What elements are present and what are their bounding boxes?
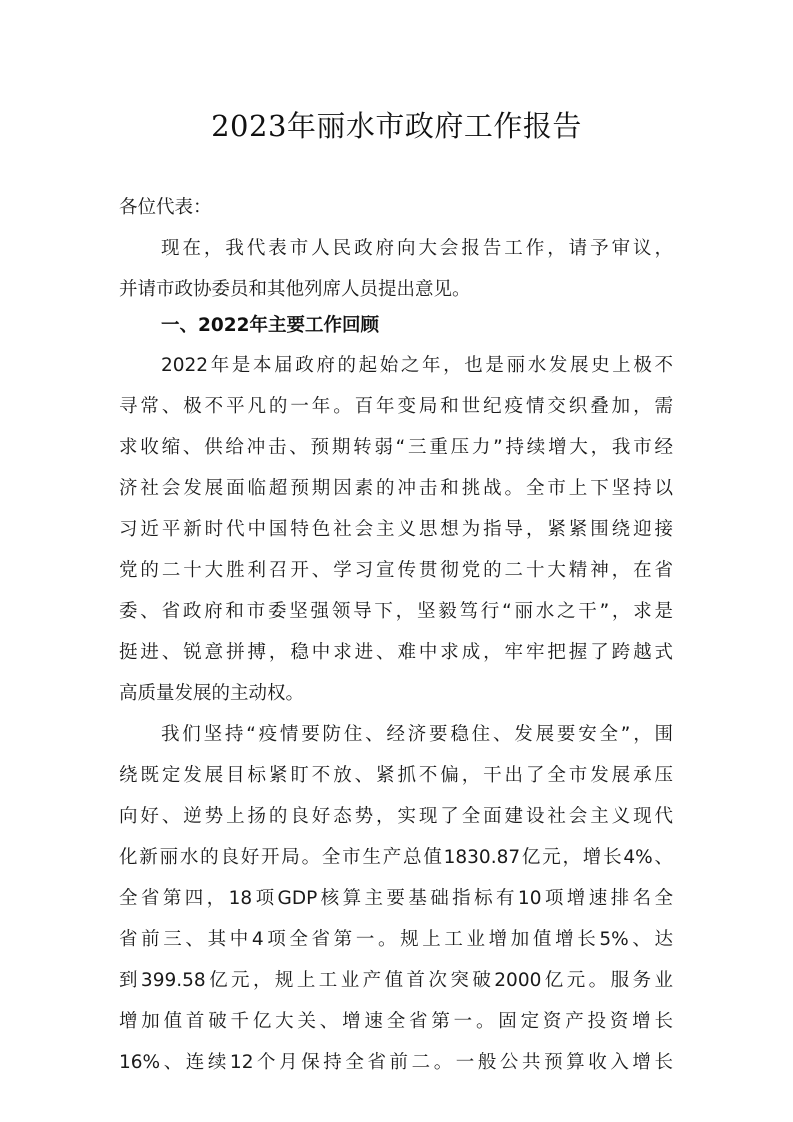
paragraph-line: 省前三、其中4项全省第一。规上工业增加值增长5%、达 bbox=[119, 929, 673, 950]
paragraph-line: 高质量发展的主动权。 bbox=[119, 683, 305, 704]
paragraph-line: 16%、连续12个月保持全省前二。一般公共预算收入增长 bbox=[119, 1052, 673, 1073]
paragraph-line: 绕既定发展目标紧盯不放、紧抓不偏，干出了全市发展承压 bbox=[119, 765, 673, 786]
paragraph-line: 寻常、极不平凡的一年。百年变局和世纪疫情交织叠加，需 bbox=[119, 396, 673, 417]
paragraph-line: 增加值首破千亿大关、增速全省第一。固定资产投资增长 bbox=[119, 1011, 673, 1032]
intro-line: 并请市政协委员和其他列席人员提出意见。 bbox=[119, 279, 471, 300]
paragraph-line: 党的二十大胜利召开、学习宣传贯彻党的二十大精神，在省 bbox=[119, 560, 673, 581]
paragraph-line: 2022年是本届政府的起始之年，也是丽水发展史上极不 bbox=[161, 355, 673, 376]
salutation: 各位代表： bbox=[119, 197, 212, 218]
section-heading: 一、2022年主要工作回顾 bbox=[161, 315, 379, 336]
paragraph-line: 济社会发展面临超预期因素的冲击和挑战。全市上下坚持以 bbox=[119, 478, 673, 499]
intro-line: 现在，我代表市人民政府向大会报告工作，请予审议， bbox=[161, 238, 673, 259]
paragraph-line: 全省第四，18项GDP核算主要基础指标有10项增速排名全 bbox=[119, 888, 673, 909]
paragraph-line: 习近平新时代中国特色社会主义思想为指导，紧紧围绕迎接 bbox=[119, 519, 673, 540]
paragraph-line: 到399.58亿元，规上工业产值首次突破2000亿元。服务业 bbox=[119, 970, 673, 991]
paragraph-line: 挺进、锐意拼搏，稳中求进、难中求成，牢牢把握了跨越式 bbox=[119, 642, 673, 663]
paragraph-line: 求收缩、供给冲击、预期转弱“三重压力”持续增大，我市经 bbox=[119, 437, 673, 458]
paragraph-line: 我们坚持“疫情要防住、经济要稳住、发展要安全”，围 bbox=[161, 724, 673, 745]
document-title: 2023年丽水市政府工作报告 bbox=[211, 109, 582, 143]
paragraph-line: 委、省政府和市委坚强领导下，坚毅笃行“丽水之干”，求是 bbox=[119, 601, 673, 622]
paragraph-line: 化新丽水的良好开局。全市生产总值1830.87亿元，增长4%、 bbox=[119, 847, 673, 868]
paragraph-line: 向好、逆势上扬的良好态势，实现了全面建设社会主义现代 bbox=[119, 806, 673, 827]
